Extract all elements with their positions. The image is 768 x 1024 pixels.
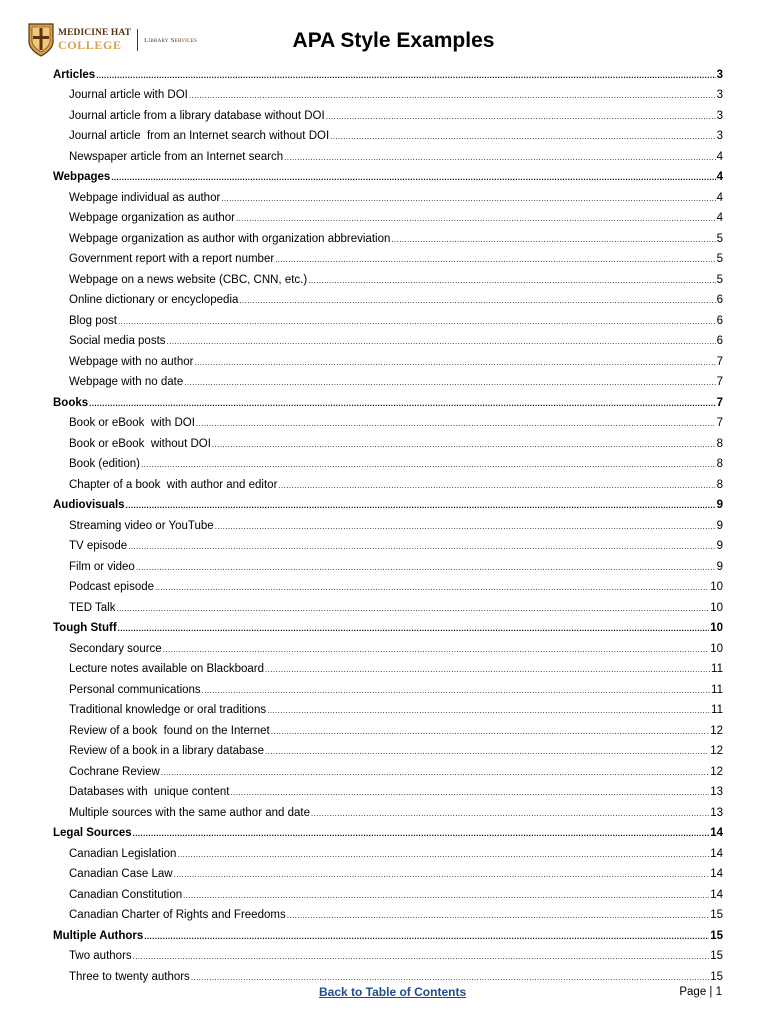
toc-entry-page: 3: [716, 89, 723, 101]
toc-entry-page: 3: [716, 68, 723, 81]
toc-dot-leader: [133, 827, 710, 841]
toc-entry[interactable]: [53, 677, 723, 698]
toc-dot-leader: [89, 397, 715, 411]
toc-entry-title: Webpage on a news website (CBC, CNN, etc.): [69, 273, 308, 286]
toc-section-entry[interactable]: [53, 165, 723, 186]
toc-entry[interactable]: [53, 206, 723, 227]
toc-entry-title: Articles: [53, 68, 96, 81]
toc-entry-page: 10: [710, 642, 723, 655]
toc-entry[interactable]: [53, 534, 723, 555]
toc-entry-page: 8: [716, 458, 723, 470]
toc-entry-page: 10: [710, 622, 723, 634]
toc-entry-title: Audiovisuals: [53, 499, 125, 511]
toc-entry-title: Traditional knowledge or oral traditions: [69, 704, 267, 716]
toc-entry[interactable]: [53, 554, 723, 575]
toc-entry-page: 11: [711, 683, 723, 696]
toc-entry-page: 15: [710, 929, 723, 942]
toc-entry-title: Government report with a report number: [69, 253, 275, 265]
toc-entry-title: Books: [53, 396, 89, 409]
toc-dot-leader: [230, 786, 709, 800]
toc-entry-title: Webpage organization as author: [69, 212, 236, 224]
toc-entry-title: Webpage individual as author: [69, 191, 221, 204]
toc-entry-title: Online dictionary or encyclopedia: [69, 294, 239, 306]
toc-entry-title: TV episode: [69, 540, 128, 552]
toc-section-entry[interactable]: [53, 821, 723, 842]
toc-entry[interactable]: [53, 718, 723, 739]
toc-entry-title: Webpage organization as author with organization abbreviation: [69, 232, 391, 245]
toc-dot-leader: [391, 233, 715, 247]
toc-entry-title: Book (edition): [69, 458, 140, 470]
toc-entry[interactable]: [53, 862, 723, 883]
toc-dot-leader: [236, 212, 716, 226]
toc-entry-title: Multiple sources with the same author and date: [69, 806, 310, 819]
toc-dot-leader: [133, 950, 710, 964]
toc-entry-title: Legal Sources: [53, 827, 132, 839]
table-of-contents: [53, 62, 723, 985]
toc-entry[interactable]: [53, 780, 723, 801]
toc-entry-title: Social media posts: [69, 335, 166, 347]
toc-entry-page: 12: [710, 724, 723, 737]
toc-entry-page: 8: [716, 437, 723, 450]
toc-entry-page: 9: [716, 560, 723, 573]
toc-entry-page: 4: [716, 191, 723, 204]
toc-entry[interactable]: [53, 267, 723, 288]
toc-dot-leader: [308, 274, 715, 288]
toc-entry[interactable]: [53, 575, 723, 596]
toc-entry-title: Canadian Constitution: [69, 888, 183, 901]
toc-entry-page: 5: [716, 253, 723, 265]
toc-dot-leader: [128, 540, 715, 554]
toc-dot-leader: [144, 930, 709, 944]
toc-entry-page: 13: [710, 806, 723, 819]
toc-entry-title: Film or video: [69, 560, 135, 573]
toc-section-entry[interactable]: [53, 923, 723, 944]
toc-entry-title: Journal article from a library database without DOI: [69, 109, 325, 122]
toc-entry[interactable]: [53, 247, 723, 268]
toc-entry[interactable]: [53, 698, 723, 719]
toc-entry[interactable]: [53, 144, 723, 165]
toc-entry-title: Webpage with no author: [69, 355, 194, 368]
logo-line1: MEDICINE HAT: [58, 28, 132, 38]
toc-entry-page: 10: [710, 581, 723, 593]
toc-entry[interactable]: [53, 636, 723, 657]
toc-entry-title: Review of a book in a library database: [69, 745, 264, 757]
toc-dot-leader: [271, 725, 709, 739]
toc-entry-title: Personal communications: [69, 683, 201, 696]
toc-entry-title: Podcast episode: [69, 581, 155, 593]
toc-entry-page: 13: [710, 786, 723, 798]
toc-entry-page: 7: [716, 417, 723, 429]
toc-entry-page: 12: [710, 765, 723, 778]
toc-dot-leader: [96, 69, 715, 83]
toc-entry-page: 4: [716, 212, 723, 224]
toc-entry-title: Journal article with DOI: [69, 89, 188, 101]
logo-unit-name: Library Services: [144, 36, 198, 44]
toc-dot-leader: [136, 561, 716, 575]
toc-entry-page: 15: [710, 970, 723, 983]
toc-entry[interactable]: [53, 944, 723, 965]
toc-entry-title: Databases with unique content: [69, 786, 230, 798]
toc-entry-title: Canadian Legislation: [69, 847, 177, 860]
toc-dot-leader: [118, 315, 716, 329]
logo-line2: COLLEGE: [58, 38, 122, 52]
toc-dot-leader: [202, 684, 710, 698]
toc-section-entry[interactable]: [53, 62, 723, 83]
toc-entry-title: Three to twenty authors: [69, 970, 190, 983]
toc-section-entry[interactable]: [53, 616, 723, 637]
toc-dot-leader: [191, 971, 709, 985]
toc-entry-page: 6: [716, 335, 723, 347]
toc-dot-leader: [167, 335, 716, 349]
toc-entry-title: Webpage with no date: [69, 376, 184, 388]
toc-entry-page: 10: [710, 601, 723, 614]
toc-entry-page: 7: [716, 355, 723, 368]
toc-entry-page: 4: [716, 171, 723, 183]
toc-dot-leader: [183, 889, 709, 903]
toc-dot-leader: [267, 704, 710, 718]
toc-entry-page: 3: [716, 109, 723, 122]
toc-entry-page: 6: [716, 294, 723, 306]
toc-entry-page: 8: [716, 478, 723, 491]
toc-entry-page: 9: [716, 519, 723, 532]
toc-dot-leader: [275, 253, 715, 267]
toc-entry-title: Secondary source: [69, 642, 162, 655]
toc-entry-page: 7: [716, 376, 723, 388]
toc-entry[interactable]: [53, 595, 723, 616]
toc-dot-leader: [163, 643, 710, 657]
toc-entry-title: Webpages: [53, 171, 111, 183]
toc-entry-title: Two authors: [69, 950, 132, 962]
toc-entry-title: Cochrane Review: [69, 765, 160, 778]
toc-entry-page: 15: [710, 950, 723, 962]
toc-entry[interactable]: [53, 185, 723, 206]
toc-dot-leader: [116, 602, 709, 616]
toc-dot-leader: [278, 479, 715, 493]
toc-entry[interactable]: [53, 739, 723, 760]
toc-entry-title: Canadian Case Law: [69, 868, 173, 880]
toc-entry-title: Book or eBook without DOI: [69, 437, 211, 450]
toc-dot-leader: [330, 130, 715, 144]
toc-dot-leader: [111, 171, 715, 185]
toc-entry[interactable]: [53, 226, 723, 247]
toc-entry-page: 3: [716, 130, 723, 142]
toc-dot-leader: [265, 663, 710, 677]
toc-dot-leader: [287, 909, 710, 923]
toc-dot-leader: [215, 520, 716, 534]
toc-dot-leader: [184, 376, 715, 390]
toc-dot-leader: [118, 622, 710, 636]
toc-dot-leader: [212, 438, 716, 452]
toc-entry[interactable]: [53, 841, 723, 862]
toc-entry-title: TED Talk: [69, 601, 116, 614]
toc-entry[interactable]: [53, 411, 723, 432]
toc-entry-page: 14: [710, 868, 723, 880]
toc-entry-page: 5: [716, 273, 723, 286]
toc-entry-page: 9: [716, 540, 723, 552]
toc-entry[interactable]: [53, 452, 723, 473]
toc-entry[interactable]: [53, 329, 723, 350]
toc-dot-leader: [239, 294, 715, 308]
toc-entry[interactable]: [53, 431, 723, 452]
toc-entry-page: 7: [716, 396, 723, 409]
toc-entry-page: 11: [711, 704, 723, 716]
toc-entry[interactable]: [53, 657, 723, 678]
toc-entry-title: Blog post: [69, 314, 117, 327]
toc-entry-title: Book or eBook with DOI: [69, 417, 195, 429]
toc-entry-page: 12: [710, 745, 723, 757]
toc-entry[interactable]: [53, 513, 723, 534]
toc-entry-title: Review of a book found on the Internet: [69, 724, 270, 737]
toc-dot-leader: [284, 151, 715, 165]
toc-section-entry[interactable]: [53, 390, 723, 411]
toc-entry-page: 11: [711, 663, 723, 675]
page-header: [0, 0, 768, 70]
toc-dot-leader: [311, 807, 709, 821]
toc-dot-leader: [194, 356, 715, 370]
toc-entry[interactable]: [53, 800, 723, 821]
toc-entry-title: Streaming video or YouTube: [69, 519, 214, 532]
toc-dot-leader: [161, 766, 709, 780]
toc-entry[interactable]: [53, 308, 723, 329]
toc-entry[interactable]: [53, 370, 723, 391]
toc-dot-leader: [221, 192, 715, 206]
toc-entry-page: 5: [716, 232, 723, 245]
toc-dot-leader: [126, 499, 716, 513]
toc-entry[interactable]: [53, 124, 723, 145]
toc-entry-title: Lecture notes available on Blackboard: [69, 663, 264, 675]
toc-dot-leader: [326, 110, 716, 124]
toc-entry-page: 6: [716, 314, 723, 327]
toc-entry[interactable]: [53, 349, 723, 370]
toc-dot-leader: [189, 89, 716, 103]
toc-dot-leader: [174, 868, 710, 882]
back-to-toc-link[interactable]: Back to Table of Contents: [319, 985, 467, 999]
toc-entry-page: 14: [710, 827, 723, 839]
toc-entry-page: 14: [710, 847, 723, 860]
document-title: APA Style Examples: [292, 29, 495, 52]
toc-entry-title: Canadian Charter of Rights and Freedoms: [69, 909, 286, 921]
toc-entry[interactable]: [53, 472, 723, 493]
toc-entry[interactable]: [53, 103, 723, 124]
toc-entry-title: Journal article from an Internet search without DOI: [69, 130, 330, 142]
page-number: Page | 1: [679, 986, 722, 998]
toc-entry-title: Chapter of a book with author and editor: [69, 478, 278, 491]
toc-entry-title: Multiple Authors: [53, 929, 144, 942]
toc-entry-title: Newspaper article from an Internet search: [69, 150, 284, 163]
toc-dot-leader: [155, 581, 709, 595]
toc-entry-page: 15: [710, 909, 723, 921]
toc-entry[interactable]: [53, 882, 723, 903]
toc-entry-title: Tough Stuff: [53, 622, 117, 634]
toc-entry-page: 4: [716, 150, 723, 163]
toc-entry-page: 9: [716, 499, 723, 511]
toc-entry[interactable]: [53, 83, 723, 104]
toc-entry[interactable]: [53, 903, 723, 924]
toc-entry-page: 14: [710, 888, 723, 901]
toc-entry[interactable]: [53, 759, 723, 780]
toc-entry[interactable]: [53, 288, 723, 309]
toc-entry[interactable]: [53, 964, 723, 985]
toc-section-entry[interactable]: [53, 493, 723, 514]
toc-dot-leader: [141, 458, 716, 472]
toc-dot-leader: [177, 848, 709, 862]
toc-dot-leader: [265, 745, 709, 759]
toc-dot-leader: [196, 417, 716, 431]
